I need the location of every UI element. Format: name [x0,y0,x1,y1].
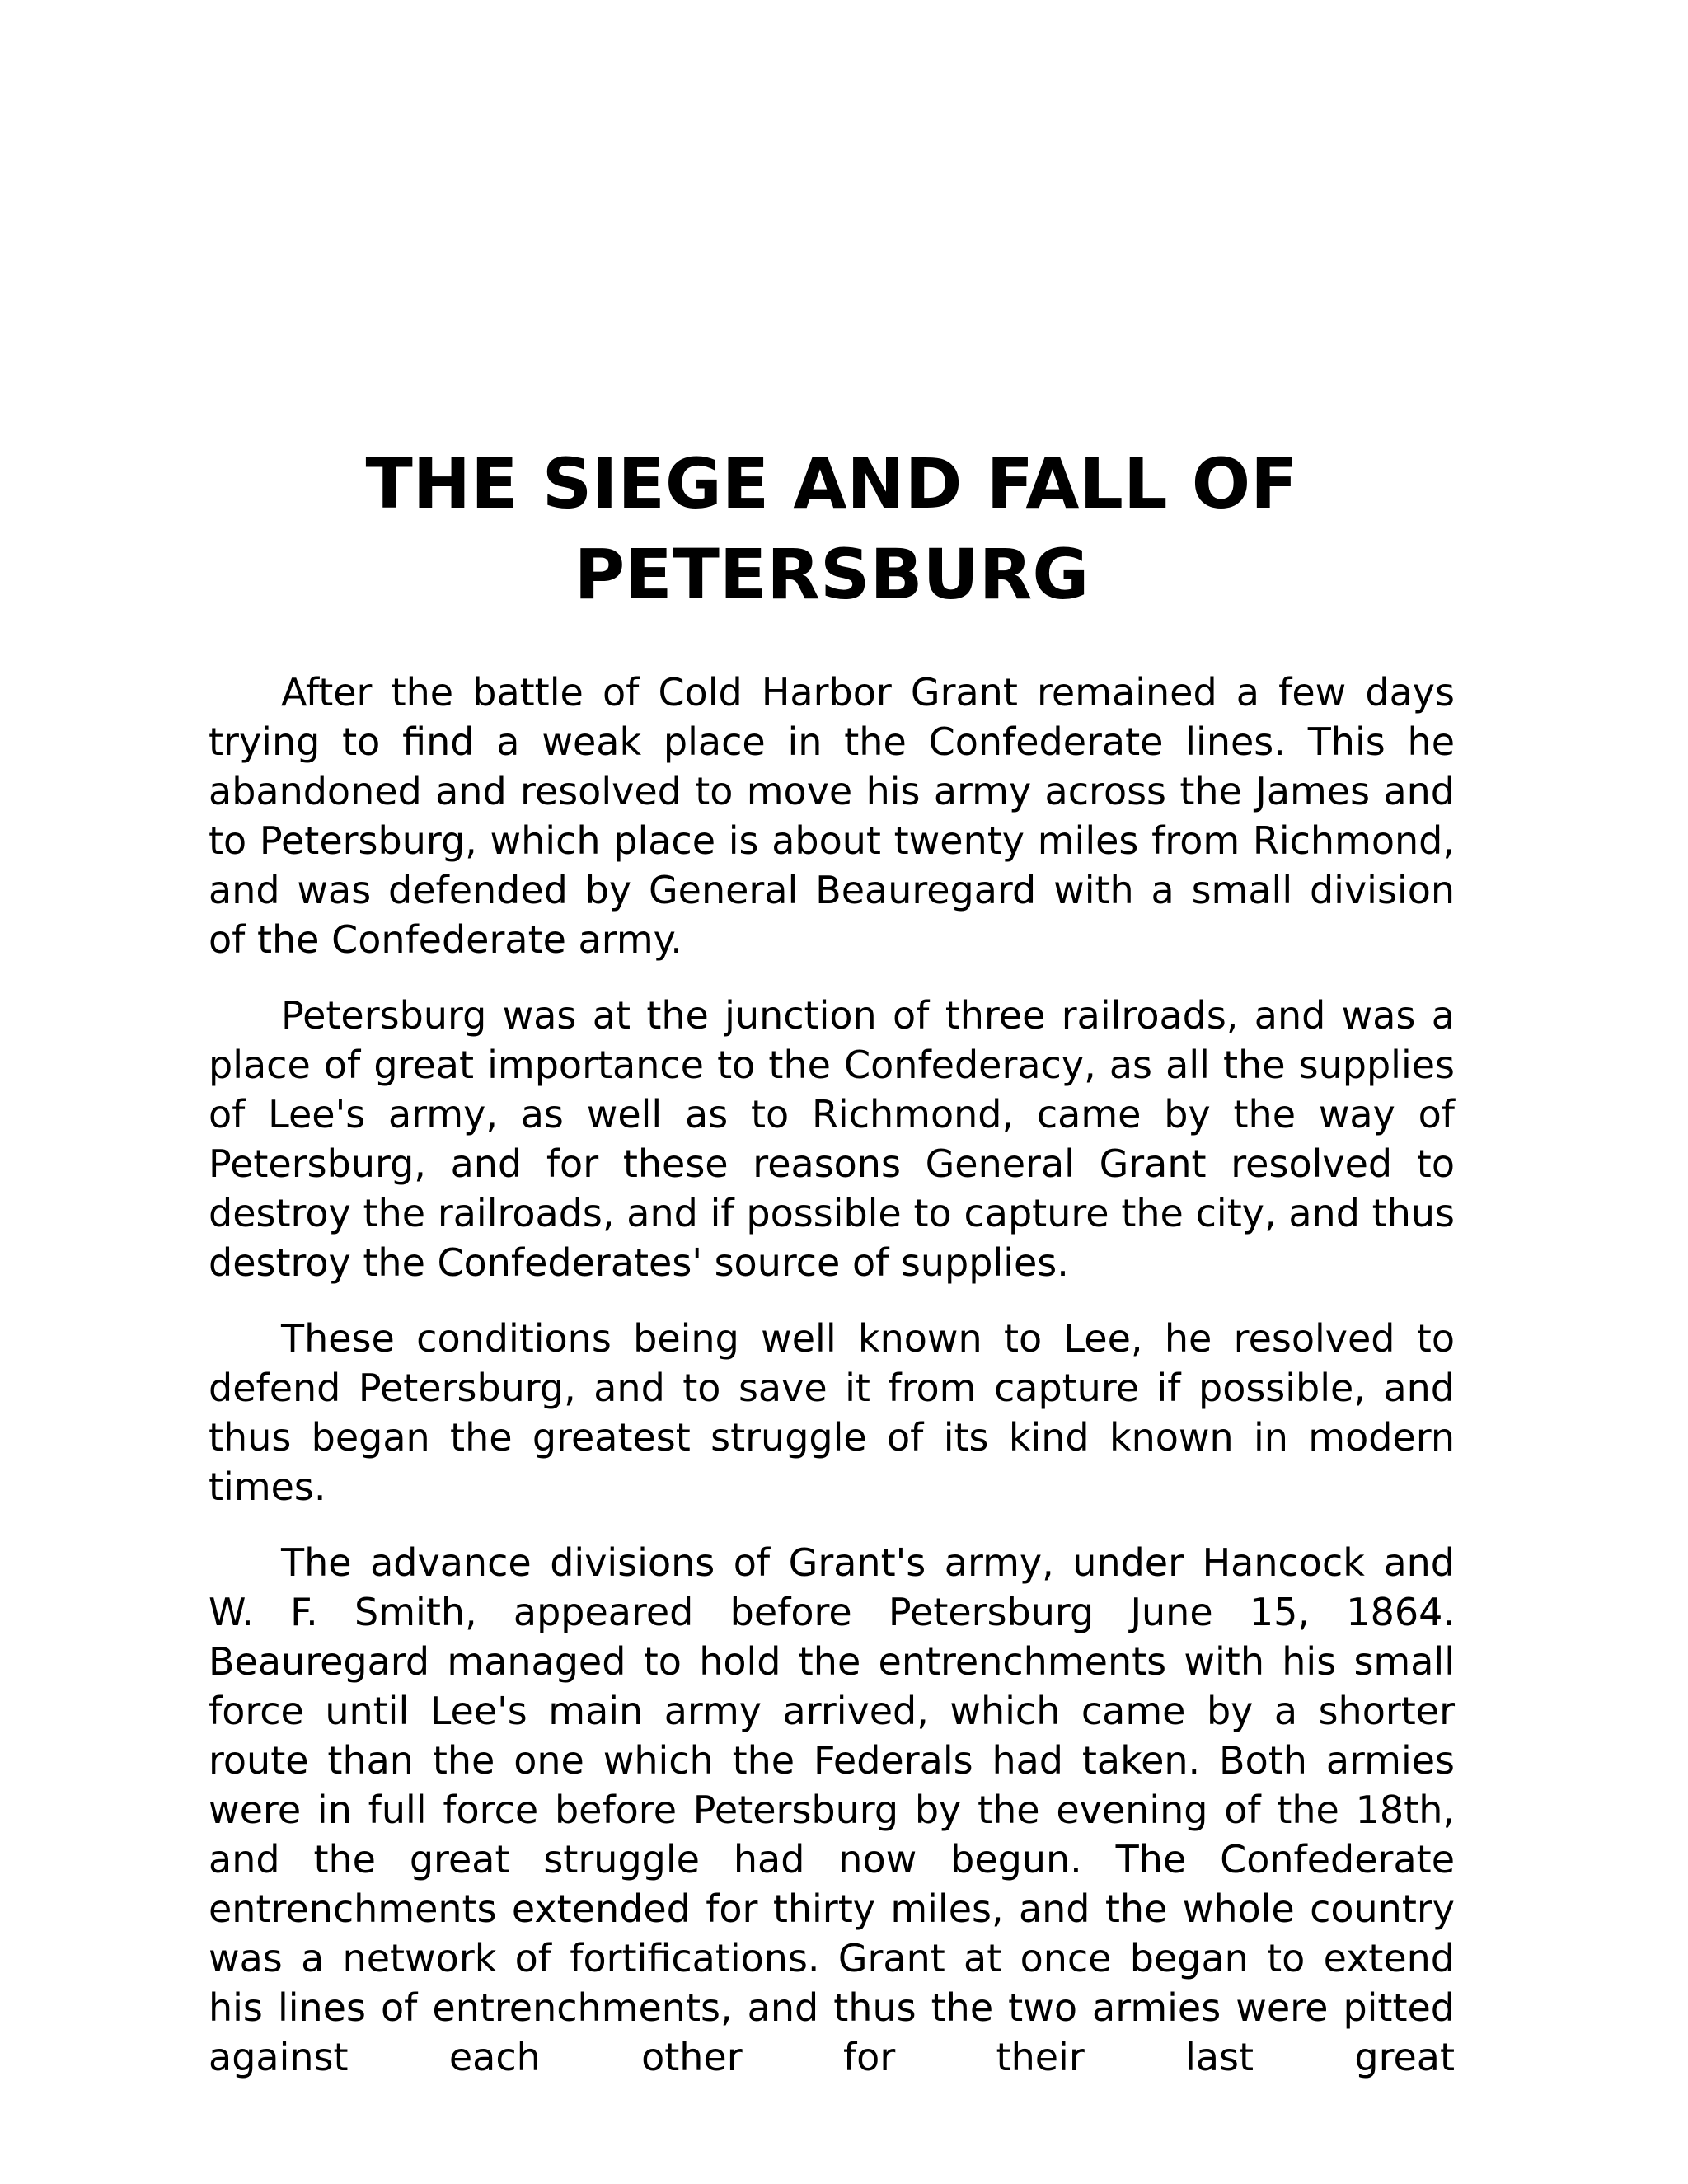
chapter-title-line-2: PETERSBURG [574,534,1090,615]
paragraph-1: After the battle of Cold Harbor Grant remained a few days trying to find a weak place in the Confederate lines. This he abandoned and resolved to move his army across the James and to Petersburg, which place is about twenty miles from Richmond, and was defended by General Beauregard with a small division of the Confederate army. [209,670,1455,962]
paragraph-4: The advance divisions of Grant's army, under Hancock and W. F. Smith, appeared before Petersburg June 15, 1864. Beauregard managed to hold the entrenchments with his small force until Lee's main army arrived, which came by a shorter route than the one which the Federals had taken. Both armies were in full force before Petersburg by the evening of the 18th, and the great struggle had now begun. The Confederate entrenchments extended for thirty miles, and the whole country was a network of fortifications. Grant at once began to extend his lines of entrenchments, and thus the two armies were pitted against each other for their last great [209,1540,1455,2079]
paragraph-2: Petersburg was at the junction of three railroads, and was a place of great importance to the Confederacy, as all the supplies of Lee's army, as well as to Richmond, came by the way of Petersburg, and for these reasons General Grant resolved to destroy the railroads, and if possible to capture the city, and thus destroy the Confederates' source of supplies. [209,993,1455,1285]
chapter-body [209,668,1455,2108]
chapter-title-line-1: THE SIEGE AND FALL OF [365,443,1298,524]
paragraph-3: These conditions being well known to Lee, he resolved to defend Petersburg, and to save it from capture if possible, and thus began the greatest struggle of its kind known in modern times. [209,1316,1455,1509]
chapter-title [209,438,1455,620]
